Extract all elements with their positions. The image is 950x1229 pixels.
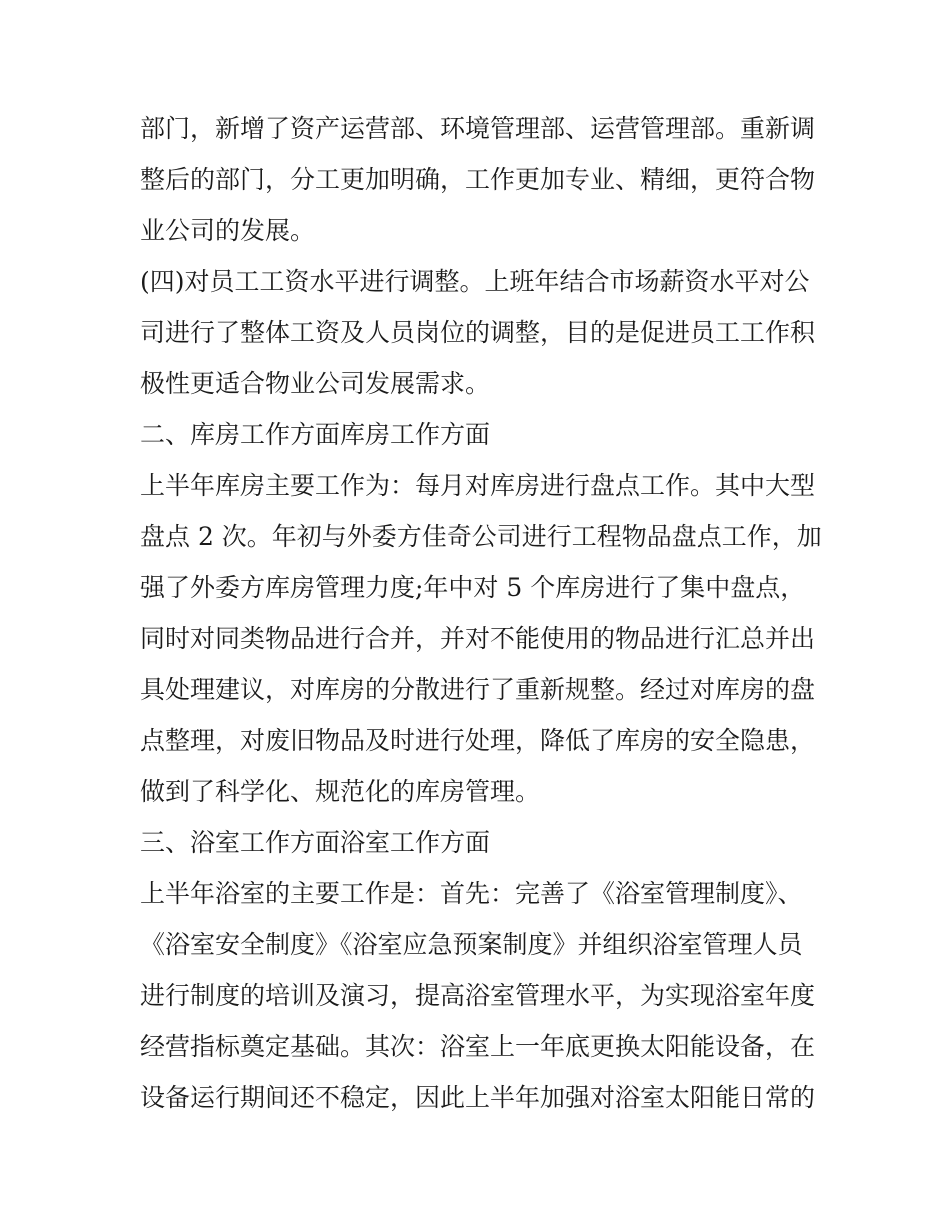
text-line: 盘点 2 次。年初与外委方佳奇公司进行工程物品盘点工作，加 <box>140 522 822 551</box>
text-line: 进行制度的培训及演习，提高浴室管理水平，为实现浴室年度 <box>140 981 816 1010</box>
text-line: 同时对同类物品进行合并，并对不能使用的物品进行汇总并出 <box>140 624 816 653</box>
text-line: 整后的部门，分工更加明确，工作更加专业、精细，更符合物 <box>140 165 816 194</box>
text-line: 业公司的发展。 <box>140 216 316 245</box>
text-line: 部门，新增了资产运营部、环境管理部、运营管理部。重新调 <box>140 114 816 143</box>
text-line: 司进行了整体工资及人员岗位的调整，目的是促进员工工作积 <box>140 318 816 347</box>
text-line: 《浴室安全制度》《浴室应急预案制度》并组织浴室管理人员 <box>140 930 803 959</box>
section-heading: 三、浴室工作方面浴室工作方面 <box>140 828 491 857</box>
text-line: 强了外委方库房管理力度;年中对 5 个库房进行了集中盘点， <box>140 573 806 602</box>
text-line: 点整理，对废旧物品及时进行处理，降低了库房的安全隐患， <box>140 726 816 755</box>
section-heading: 二、库房工作方面库房工作方面 <box>140 420 491 449</box>
text-line: 经营指标奠定基础。其次：浴室上一年底更换太阳能设备，在 <box>140 1032 816 1061</box>
text-line: 做到了科学化、规范化的库房管理。 <box>140 777 541 806</box>
text-line: 上半年浴室的主要工作是：首先：完善了《浴室管理制度》、 <box>140 879 803 908</box>
text-line: 设备运行期间还不稳定，因此上半年加强对浴室太阳能日常的 <box>140 1083 816 1112</box>
text-line: 上半年库房主要工作为：每月对库房进行盘点工作。其中大型 <box>140 471 816 500</box>
text-line: 极性更适合物业公司发展需求。 <box>140 369 491 398</box>
text-line: 具处理建议，对库房的分散进行了重新规整。经过对库房的盘 <box>140 675 816 704</box>
text-line: (四)对员工工资水平进行调整。上班年结合市场薪资水平对公 <box>140 267 810 296</box>
